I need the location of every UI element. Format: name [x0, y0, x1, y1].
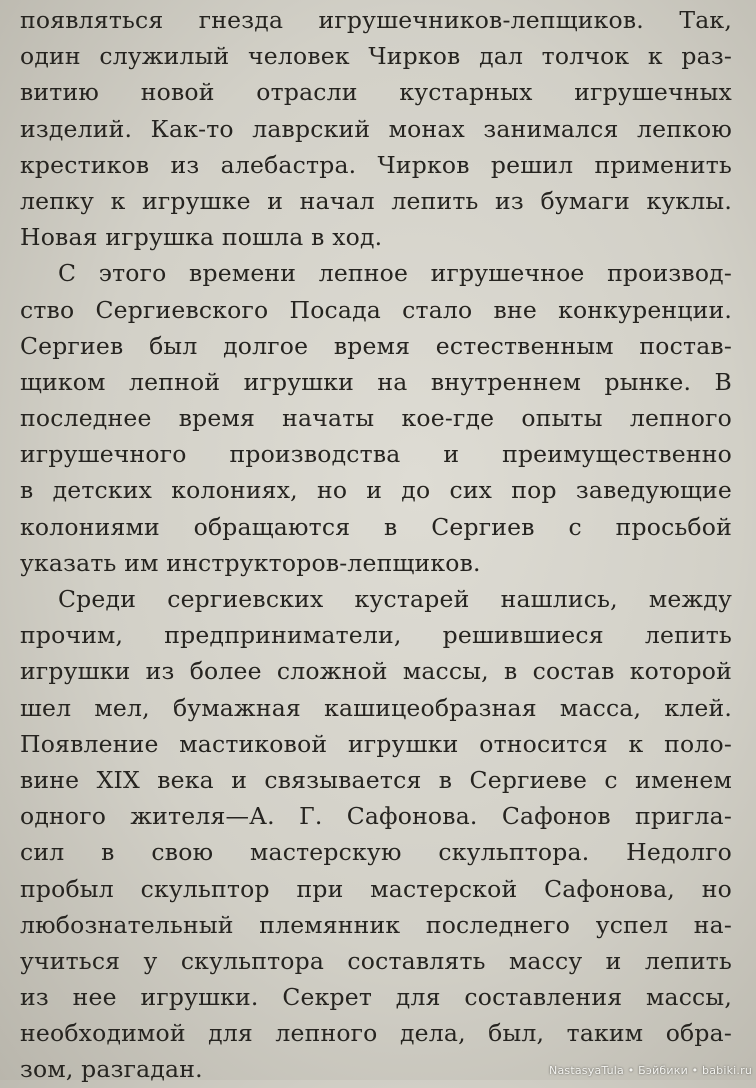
text-line: сил в свою мастерскую скульптора. Недолго — [20, 838, 732, 867]
text-line: пробыл скульптор при мастерской Сафонова, но — [20, 874, 732, 903]
text-line: одного жителя—А. Г. Сафонова. Сафонов пригла- — [20, 802, 732, 831]
paragraph-last-line: зом, разгадан. — [20, 1055, 203, 1084]
text-line: из нее игрушки. Секрет для составления массы, — [20, 983, 732, 1012]
text-line: последнее время начаты кое-где опыты лепного — [20, 404, 732, 433]
text-line: игрушечного производства и преимущественно — [20, 440, 732, 469]
text-line: ство Сергиевского Посада стало вне конкуренции. — [20, 295, 732, 324]
text-line: витию новой отрасли кустарных игрушечных — [20, 78, 732, 107]
text-line: один служилый человек Чирков дал толчок к раз- — [20, 42, 732, 71]
text-line: щиком лепной игрушки на внутреннем рынке. В — [20, 367, 732, 396]
text-line: крестиков из алебастра. Чирков решил применить — [20, 150, 732, 179]
text-line: необходимой для лепного дела, был, таким обра- — [20, 1019, 732, 1048]
text-line: прочим, предприниматели, решившиеся лепить — [20, 621, 732, 650]
text-line: любознательный племянник последнего успел на- — [20, 910, 732, 939]
paragraph-last-line: указать им инструкторов-лепщиков. — [20, 548, 481, 577]
watermark-credit: NastasyaTula • Бэйбики • babiki.ru — [549, 1064, 752, 1077]
text-line: Появление мастиковой игрушки относится к поло- — [20, 729, 732, 758]
text-line: учиться у скульптора составлять массу и лепить — [20, 946, 732, 975]
text-line: в детских колониях, но и до сих пор заведующие — [20, 476, 732, 505]
text-line: игрушки из более сложной массы, в состав которой — [20, 657, 732, 686]
paragraph-last-line: Новая игрушка пошла в ход. — [20, 223, 383, 252]
paragraph-first-line: Среди сергиевских кустарей нашлись, между — [58, 585, 732, 613]
text-line: изделий. Как-то лаврский монах занимался лепкою — [20, 114, 732, 143]
text-line: Сергиев был долгое время естественным постав- — [20, 331, 732, 360]
page-text — [20, 2, 732, 1088]
paragraph-first-line: С этого времени лепное игрушечное производ- — [58, 259, 732, 288]
text-line: появляться гнезда игрушечников-лепщиков. Так, — [20, 6, 732, 34]
text-line: колониями обращаются в Сергиев с просьбой — [20, 512, 732, 541]
text-line: вине XIX века и связывается в Сергиеве с именем — [20, 765, 732, 794]
text-line: шел мел, бумажная кашицеобразная масса, клей. — [20, 693, 732, 722]
text-line: лепку к игрушке и начал лепить из бумаги куклы. — [20, 186, 732, 215]
